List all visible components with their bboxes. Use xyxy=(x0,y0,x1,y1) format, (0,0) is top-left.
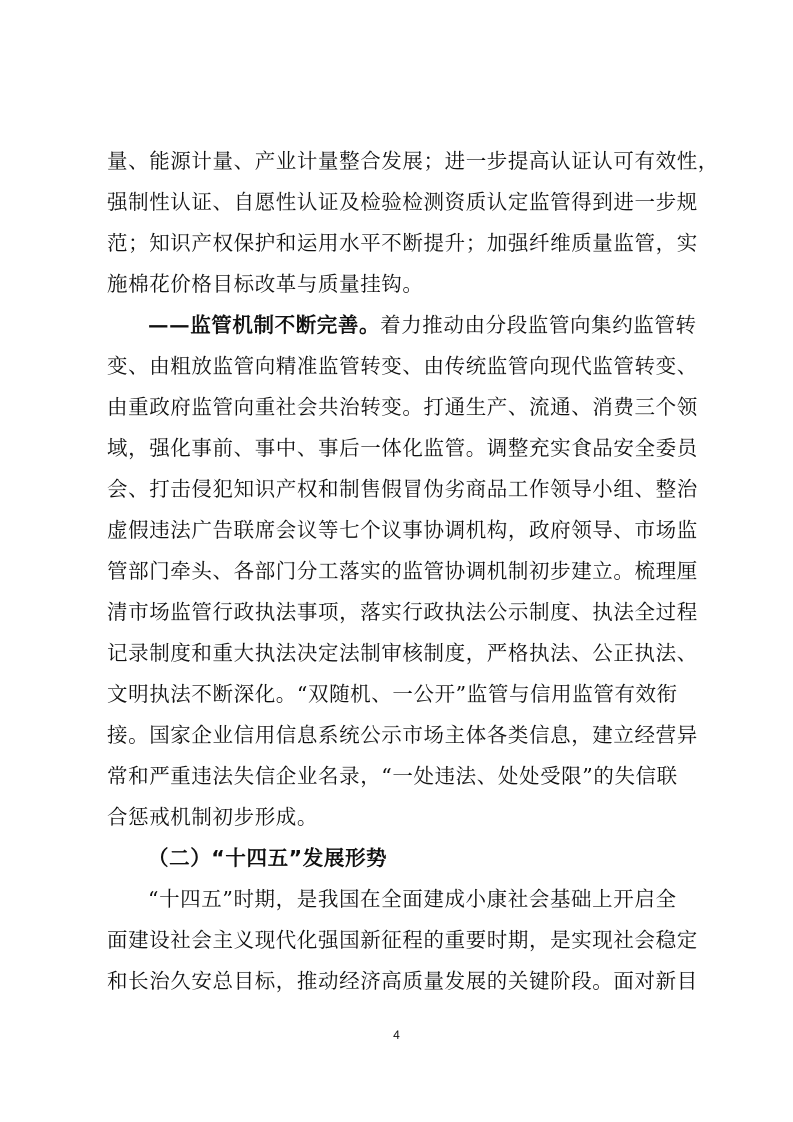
text-line: 文明执法不断深化。“双随机、一公开”监管与信用监管有效衔 xyxy=(107,682,678,706)
text-line: 和长治久安总目标，推动经济高质量发展的关键阶段。面对新目 xyxy=(107,969,698,993)
text-line: 面建设社会主义现代化强国新征程的重要时期，是实现社会稳定 xyxy=(107,928,698,952)
text-segment: 着力推动由分段监管向集约监管转 xyxy=(380,313,697,337)
text-line: 量、能源计量、产业计量整合发展；进一步提高认证认可有效性， xyxy=(107,149,719,173)
text-line: 强制性认证、自愿性认证及检验检测资质认定监管得到进一步规 xyxy=(107,190,698,214)
text-line: 合惩戒机制初步形成。 xyxy=(107,805,318,829)
paragraph-first-line xyxy=(148,310,697,340)
text-line: 记录制度和重大执法决定法制审核制度，严格执法、公正执法、 xyxy=(107,641,698,665)
text-line: 常和严重违法失信企业名录，“一处违法、处处受限”的失信联 xyxy=(107,764,678,788)
text-line: 施棉花价格目标改革与质量挂钩。 xyxy=(107,272,424,296)
text-line: 接。国家企业信用信息系统公示市场主体各类信息，建立经营异 xyxy=(107,723,698,747)
text-line: 会、打击侵犯知识产权和制售假冒伪劣商品工作领导小组、整治 xyxy=(107,477,698,501)
text-line: 范；知识产权保护和运用水平不断提升；加强纤维质量监管，实 xyxy=(107,231,698,255)
paragraph-lead-heading: ——监管机制不断完善。 xyxy=(148,313,381,337)
text-line: 清市场监管行政执法事项，落实行政执法公示制度、执法全过程 xyxy=(107,600,698,624)
text-line: 管部门牵头、各部门分工落实的监管协调机制初步建立。梳理厘 xyxy=(107,559,698,583)
text-line: 虚假违法广告联席会议等七个议事协调机构，政府领导、市场监 xyxy=(107,518,698,542)
text-line: 变、由粗放监管向精准监管转变、由传统监管向现代监管转变、 xyxy=(107,354,698,378)
section-heading: （二）“十四五”发展形势 xyxy=(148,846,388,870)
text-line: “十四五”时期，是我国在全面建成小康社会基础上开启全 xyxy=(148,887,677,911)
page-number: 4 xyxy=(393,1028,400,1042)
text-line: 由重政府监管向重社会共治转变。打通生产、流通、消费三个领 xyxy=(107,395,698,419)
text-line: 域，强化事前、事中、事后一体化监管。调整充实食品安全委员 xyxy=(107,436,698,460)
